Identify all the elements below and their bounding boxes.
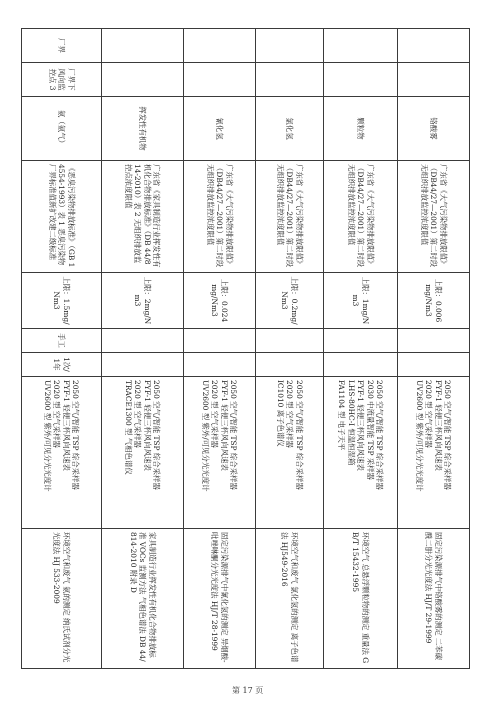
rotated-table-area: [22, 28, 470, 668]
method-cell: 手工: [22, 329, 102, 353]
standard-cell: 广东省《大气污染物排放限值》（DB44/27—2001）第二时段无组织排放监控浓度限值: [256, 161, 324, 273]
limit-cell: 上限：0.2mg/Nm3: [256, 273, 324, 329]
page-number: 第 17 页: [232, 686, 264, 695]
instrument-line: 2050 空气/智能 TSP 综合采样器: [229, 380, 239, 490]
instrument-line: 2020 型 空气采样器: [133, 380, 143, 448]
standard-cell: 《恶臭污染物排放标准》（GB 14554-1993）表 1 恶臭污染物厂界标准值新扩改建二级标准: [22, 161, 102, 273]
instrument-line: 2050 空气/智能 TSP 综合采样器: [71, 380, 81, 490]
instrument-line: FYF-1 轻便三杯风向风速表: [433, 380, 443, 471]
method-basis-cell: 环境空气和废气 氨的测定 纳氏试剂分光光度法 HJ 533-2009: [22, 529, 102, 669]
monitoring-point-cell: [324, 63, 398, 97]
instrument-line: 2050 空气/智能 TSP 综合采样器: [375, 380, 385, 490]
method-basis-cell: 环境空气和废气 氯化氢的测定 离子色谱法 HJ549-2016: [256, 529, 324, 669]
instrument-line: 2050 空气/智能 TSP 综合采样器: [443, 380, 453, 490]
instrument-line: FYF-1 轻便三杯风向风速表: [61, 380, 71, 471]
instrument-cell: [398, 377, 470, 529]
instrument-cell: [184, 377, 256, 529]
frequency-cell: [256, 353, 324, 377]
instrument-line: UV2600 型 紫外/可见分光光度计: [201, 380, 211, 492]
instrument-line: 2020 型 空气采样器: [210, 380, 220, 448]
category-cell: 厂界: [22, 29, 102, 63]
standard-cell: 广东省《家具制造行业挥发性有机化合物排放标准》（DB 44/814-2010）表 2 无组织排放监控点浓度限值: [102, 161, 184, 273]
instrument-line: 2030 中流量智能 TSP 采样器: [365, 380, 375, 480]
frequency-cell: 1次/1年: [22, 353, 102, 377]
limit-cell: 上限：0.006mg/Nm3: [398, 273, 470, 329]
table-body: [22, 29, 470, 669]
monitoring-point-cell: [256, 63, 324, 97]
table-row: [22, 29, 102, 669]
frequency-cell: [324, 353, 398, 377]
method-basis-cell: 家具制造行业挥发性有机化合物排放标准 VOCs 监测方法 气相色谱法 DB 44/814-2010 附录 D: [102, 529, 184, 669]
standard-cell: 广东省《大气污染物排放限值》（DB44/27—2001）第二时段无组织排放监控浓度限值: [324, 161, 398, 273]
monitoring-table: [21, 28, 470, 669]
limit-cell: 上限：0.024mg/Nm3: [184, 273, 256, 329]
frequency-cell: [184, 353, 256, 377]
instrument-line: 2020 型 空气采样器: [424, 380, 434, 448]
pollutant-cell: 氯化氢: [256, 97, 324, 161]
instrument-line: IC1010 离子色谱仪: [275, 380, 285, 447]
frequency-cell: [102, 353, 184, 377]
instrument-line: UV2600 型 紫外/可见分光光度计: [43, 380, 53, 492]
instrument-cell: [256, 377, 324, 529]
instrument-line: FYF-1 轻便三杯风向风速表: [142, 380, 152, 471]
method-basis-cell: 固定污染源排气中铬酸雾的测定 二苯碳酰二肼分光光度法 HJ/T 29-1999: [398, 529, 470, 669]
method-basis-cell: 环境空气 总悬浮颗粒物的测定 重量法 GB/T 15432-1995: [324, 529, 398, 669]
instrument-line: TRACE1300 型 气相色谱仪: [124, 380, 134, 475]
method-cell: [184, 329, 256, 353]
table-row: [324, 29, 398, 669]
method-cell: [256, 329, 324, 353]
limit-cell: 上限：1mg/Nm3: [324, 273, 398, 329]
table-row: [256, 29, 324, 669]
table-row: [398, 29, 470, 669]
frequency-cell: [398, 353, 470, 377]
monitoring-point-cell: [398, 63, 470, 97]
instrument-line: LHS-80HC-I 恒温恒湿箱: [346, 380, 356, 466]
instrument-line: FYF-1 轻便三杯风向风速表: [356, 380, 366, 471]
category-cell: [102, 29, 184, 63]
category-cell: [184, 29, 256, 63]
method-cell: [324, 329, 398, 353]
instrument-cell: [22, 377, 102, 529]
pollutant-cell: 颗粒物: [324, 97, 398, 161]
method-basis-cell: 固定污染源排气中氰化氢的测定 异烟酸-吡唑啉酮分光光度法 HJ/T 28-1999: [184, 529, 256, 669]
instrument-line: UV2600 型 紫外/可见分光光度计: [415, 380, 425, 492]
method-cell: [398, 329, 470, 353]
instrument-line: 2020 型 空气采样器: [52, 380, 62, 448]
instrument-line: 2020 型 空气采样器: [285, 380, 295, 448]
instrument-line: FYF-1 轻便三杯风向风速表: [219, 380, 229, 471]
category-cell: [324, 29, 398, 63]
instrument-line: 2050 空气/智能 TSP 综合采样器: [152, 380, 162, 490]
instrument-cell: [324, 377, 398, 529]
pollutant-cell: 挥发性有机物: [102, 97, 184, 161]
limit-cell: 上限：1.5mg/Nm3: [22, 273, 102, 329]
standard-cell: 广东省《大气污染物排放限值》（DB44/27—2001）第二时段无组织排放监控浓度限值: [184, 161, 256, 273]
pollutant-cell: 氨（氨气）: [22, 97, 102, 161]
monitoring-point-cell: [102, 63, 184, 97]
monitoring-point-cell: [184, 63, 256, 97]
table-row: [102, 29, 184, 669]
monitoring-point-cell: 厂界下风向监控点 3: [22, 63, 102, 97]
instrument-cell: [102, 377, 184, 529]
standard-cell: 广东省《大气污染物排放限值》（DB44/27—2001）第二时段无组织排放监控浓度限值: [398, 161, 470, 273]
limit-cell: 上限：2mg/Nm3: [102, 273, 184, 329]
pollutant-cell: 氰化氢: [184, 97, 256, 161]
instrument-line: 2050 空气/智能 TSP 综合采样器: [294, 380, 304, 490]
category-cell: [398, 29, 470, 63]
category-cell: [256, 29, 324, 63]
table-row: [184, 29, 256, 669]
pollutant-cell: 铬酸雾: [398, 97, 470, 161]
instrument-line: FA1104 型 电子天平: [337, 380, 347, 451]
method-cell: [102, 329, 184, 353]
